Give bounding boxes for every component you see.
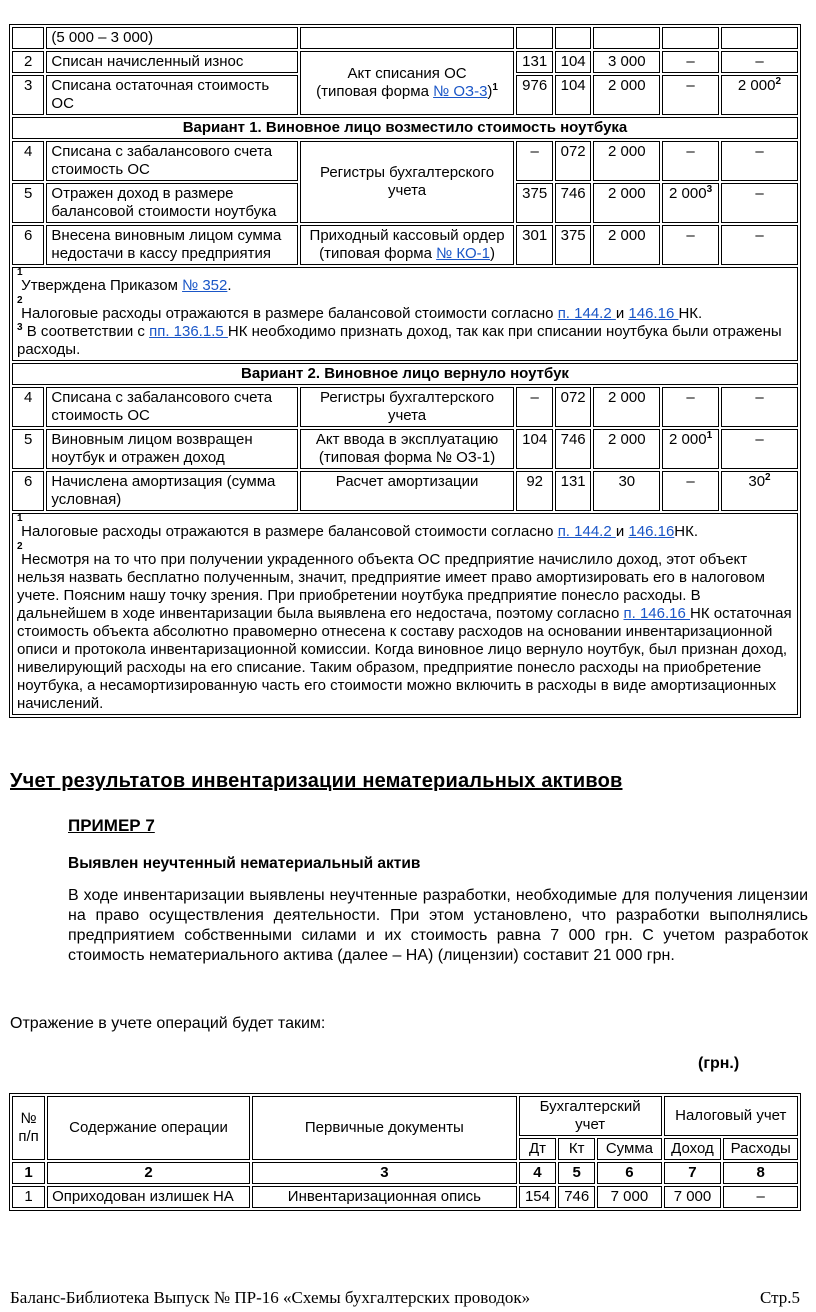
table-row: [12, 27, 798, 49]
page-footer: [10, 1288, 800, 1308]
table-row: 5 Отражен доход в размере балансовой стоимости ноутбука 375 746 2 000 2 $000^3$ –: [12, 183, 798, 223]
table-row: 6 Внесена виновным лицом сумма недостачи в кассу предприятия Приходный кассовый ордер (типовая форма № КО-1) 301 375 2 000 – –: [12, 225, 798, 265]
units-label: (грн.): [698, 1055, 740, 1072]
link-144-2[interactable]: п. 144.2: [557, 305, 616, 322]
link-146-16[interactable]: п. 146.16: [623, 605, 691, 622]
example-text: В ходе инвентаризации выявлены неучтенные разработки, необходимые для получения лицензии на право осуществления деятельности. При этом установлено, что разработки выполнялись предприятием собственными силами и их стоимость равна 7 000 грн. С учетом разработок стоимость нематериального актива (далее – НА) (лицензии) составит 21 000 грн.: [68, 887, 808, 964]
table-row: 4 Списана с забалансового счета стоимость ОС Регистры бухгалтерского учета – 072 2 000 – –: [12, 387, 798, 427]
link-146-16[interactable]: 146.16: [628, 523, 675, 540]
table-row: 4 Списана с забалансового счета стоимость ОС Регистры бухгалтерского учета – 072 2 000 – –: [12, 141, 798, 181]
link-144-2[interactable]: п. 144.2: [557, 523, 616, 540]
footnotes-variant-1: 1 Утверждена Приказом № 352. 2 Налоговые расходы отражаются в размере балансовой стоимости согласно п. 144.2 и 146.16 НК. $^3$ В соответствии с пп. 136.1.5 НК необходимо признать доход, так как при списании ноутбука были отражены расходы.: [12, 267, 798, 361]
footer-publication: Баланс-Библиотека Выпуск № ПР-16 «Схемы бухгалтерских проводок»: [10, 1288, 531, 1307]
example-subtitle: Выявлен неучтенный нематериальный актив: [68, 855, 421, 872]
table-row: 5 Виновным лицом возвращен ноутбук и отражен доход Акт ввода в эксплуатацию (типовая форма № ОЗ-1) 104 746 2 000 2 $000^1$ –: [12, 429, 798, 469]
column-number-row: 1 2 3 4 5 6 7 8: [12, 1162, 798, 1184]
op-cell: (5 000 – 3 000): [46, 27, 297, 49]
link-146-16[interactable]: 146.16: [628, 305, 679, 322]
link-136-1-5[interactable]: пп. 136.1.5: [149, 323, 228, 340]
header-row: Дт Кт Сумма Доход Расходы: [12, 1138, 798, 1160]
table-row: 3 Списана остаточная стоимость ОС 976 104 2 000 – 2 $000^2$: [12, 75, 798, 115]
table-row: 6 Начислена амортизация (сумма условная) Расчет амортизации 92 131 30 – $30^2$: [12, 471, 798, 511]
footnotes-variant-2: 1 Налоговые расходы отражаются в размере балансовой стоимости согласно п. 144.2 и 146.16НК. 2 Несмотря на то что при получении украденного объекта ОС предприятие начислило доход, этот объект нельзя назвать бесплатно полученным, значит, предприятие имеет право амортизировать его в налоговом учете. Поясним нашу точку зрения. При приобретении ноутбука предприятие понесло расходы. В дальнейшем в ходе инвентаризации была выявлена его недостача, поэтому согласно п. 146.16 НК остаточная стоимость объекта абсолютно правомерно отнесена к составу расходов на основании инвентаризационной описи и протокола инвентаризационной комиссии. Когда виновное лицо вернуло ноутбук, был признан доход, нивелирующий расходы на его списание. Таким образом, предприятие понесло расходы на приобретение ноутбука, а несамортизированную часть его стоимости можно включить в расходы в виде амортизационных начислений.: [12, 513, 798, 715]
variant-header: Вариант 2. Виновное лицо вернуло ноутбук: [12, 363, 798, 385]
page-number: Стр.5: [759, 1288, 800, 1307]
table-row: 2 Списан начисленный износ Акт списания ОС (типовая форма № ОЗ-3)$^1$ 131 104 3 000 – –: [12, 51, 798, 73]
doc-cell: Акт списания ОС (типовая форма № ОЗ-3)$^1$: [300, 51, 515, 115]
section-title: Учет результатов инвентаризации нематериальных активов: [10, 770, 623, 792]
operations-table-top: [9, 24, 801, 718]
link-ko1[interactable]: № КО-1: [436, 245, 490, 262]
table-row: 1 Оприходован излишек НА Инвентаризационная опись 154 746 7 000 7 000 –: [12, 1186, 798, 1208]
variant-header: Вариант 1. Виновное лицо возместило стоимость ноутбука: [12, 117, 798, 139]
link-oz3[interactable]: № ОЗ-3: [433, 83, 488, 100]
link-order-352[interactable]: № 352: [182, 277, 228, 294]
example-title: ПРИМЕР 7: [68, 816, 155, 835]
reflection-text: Отражение в учете операций будет таким:: [10, 1015, 326, 1032]
header-row: № п/п Содержание операции Первичные документы Бухгалтерский учет Налоговый учет: [12, 1096, 798, 1136]
operations-table-bottom: [9, 1093, 801, 1211]
